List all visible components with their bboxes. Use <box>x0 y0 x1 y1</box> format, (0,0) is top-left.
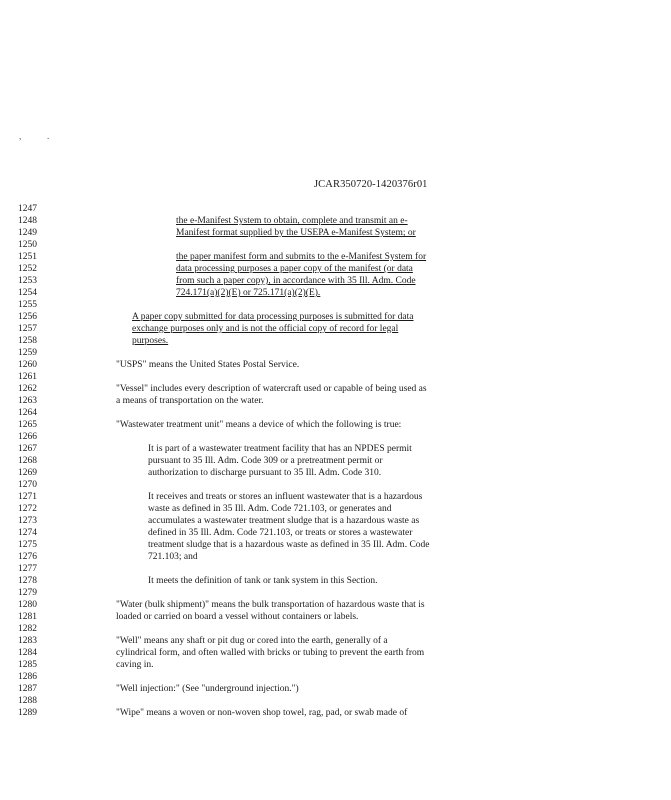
text-line: a means of transportation on the water. <box>116 396 264 406</box>
text-line: caving in. <box>116 660 154 670</box>
line-number: 1284 <box>18 648 37 658</box>
text-line: It is part of a wastewater treatment facility that has an NPDES permit <box>148 444 412 454</box>
text-line: loaded or carried on board a vessel without containers or labels. <box>116 612 359 622</box>
line-number: 1289 <box>18 708 37 718</box>
text-line: data processing purposes a paper copy of the manifest (or data <box>176 264 413 274</box>
line-number: 1274 <box>18 528 37 538</box>
document-id: JCAR350720-1420376r01 <box>314 179 428 190</box>
line-number: 1279 <box>18 588 37 598</box>
line-number: 1271 <box>18 492 37 502</box>
text-line: pursuant to 35 Ill. Adm. Code 309 or a pretreatment permit or <box>148 456 383 466</box>
text-line: "USPS" means the United States Postal Service. <box>116 360 300 370</box>
line-number: 1281 <box>18 612 37 622</box>
page-mark-right: . <box>47 131 50 141</box>
text-line: 724.171(a)(2)(E) or 725.171(a)(2)(E). <box>176 288 321 298</box>
line-number: 1250 <box>18 240 37 250</box>
line-number: 1275 <box>18 540 37 550</box>
line-number: 1268 <box>18 456 37 466</box>
line-number: 1265 <box>18 420 37 430</box>
line-number: 1285 <box>18 660 37 670</box>
text-line: the paper manifest form and submits to the e-Manifest System for <box>176 252 427 262</box>
line-number: 1263 <box>18 396 37 406</box>
text-line: "Wipe" means a woven or non-woven shop towel, rag, pad, or swab made of <box>116 708 408 718</box>
line-number: 1276 <box>18 552 37 562</box>
line-number: 1282 <box>18 624 37 634</box>
text-line: "Wastewater treatment unit" means a device of which the following is true: <box>116 420 402 430</box>
text-line: 721.103; and <box>148 552 198 562</box>
line-number: 1253 <box>18 276 37 286</box>
line-number: 1283 <box>18 636 37 646</box>
text-line: exchange purposes only and is not the official copy of record for legal <box>132 324 399 334</box>
text-line: Manifest format supplied by the USEPA e-Manifest System; or <box>176 228 416 238</box>
page-mark-left: , <box>19 131 22 141</box>
text-line: It meets the definition of tank or tank system in this Section. <box>148 576 378 586</box>
line-number: 1252 <box>18 264 37 274</box>
text-line: defined in 35 Ill. Adm. Code 721.103, or treats or stores a wastewater <box>148 528 413 538</box>
text-line: "Vessel" includes every description of watercraft used or capable of being used as <box>116 384 427 394</box>
line-number: 1257 <box>18 324 37 334</box>
text-line: A paper copy submitted for data processing purposes is submitted for data <box>132 312 414 322</box>
line-number: 1264 <box>18 408 37 418</box>
line-number: 1269 <box>18 468 37 478</box>
text-line: from such a paper copy), in accordance with 35 Ill. Adm. Code <box>176 276 416 286</box>
text-line: "Water (bulk shipment)" means the bulk transportation of hazardous waste that is <box>116 600 425 610</box>
line-number: 1258 <box>18 336 37 346</box>
text-line: accumulates a wastewater treatment sludge that is a hazardous waste as <box>148 516 420 526</box>
line-number: 1247 <box>18 204 37 214</box>
line-number: 1277 <box>18 564 37 574</box>
text-line: cylindrical form, and often walled with bricks or tubing to prevent the earth from <box>116 648 425 658</box>
line-number: 1288 <box>18 696 37 706</box>
line-number: 1256 <box>18 312 37 322</box>
line-number: 1260 <box>18 360 37 370</box>
line-number: 1249 <box>18 228 37 238</box>
line-number: 1278 <box>18 576 37 586</box>
text-line: treatment sludge that is a hazardous waste as defined in 35 Ill. Adm. Code <box>148 540 430 550</box>
text-line: purposes. <box>132 336 169 346</box>
line-number: 1286 <box>18 672 37 682</box>
line-number: 1251 <box>18 252 37 262</box>
line-number: 1272 <box>18 504 37 514</box>
line-number: 1262 <box>18 384 37 394</box>
line-number: 1254 <box>18 288 37 298</box>
text-line: authorization to discharge pursuant to 35 Ill. Adm. Code 310. <box>148 468 382 478</box>
text-line: "Well" means any shaft or pit dug or cored into the earth, generally of a <box>116 636 388 646</box>
line-number: 1259 <box>18 348 37 358</box>
line-number: 1266 <box>18 432 37 442</box>
line-number: 1261 <box>18 372 37 382</box>
text-line: the e-Manifest System to obtain, complete and transmit an e- <box>176 216 408 226</box>
line-number: 1287 <box>18 684 37 694</box>
text-line: "Well injection:" (See "underground injection.") <box>116 684 299 694</box>
line-number: 1267 <box>18 444 37 454</box>
line-number: 1280 <box>18 600 37 610</box>
line-number: 1255 <box>18 300 37 310</box>
line-number: 1273 <box>18 516 37 526</box>
line-number: 1248 <box>18 216 37 226</box>
text-line: waste as defined in 35 Ill. Adm. Code 721.103, or generates and <box>148 504 392 514</box>
text-line: It receives and treats or stores an influent wastewater that is a hazardous <box>148 492 423 502</box>
line-number: 1270 <box>18 480 37 490</box>
